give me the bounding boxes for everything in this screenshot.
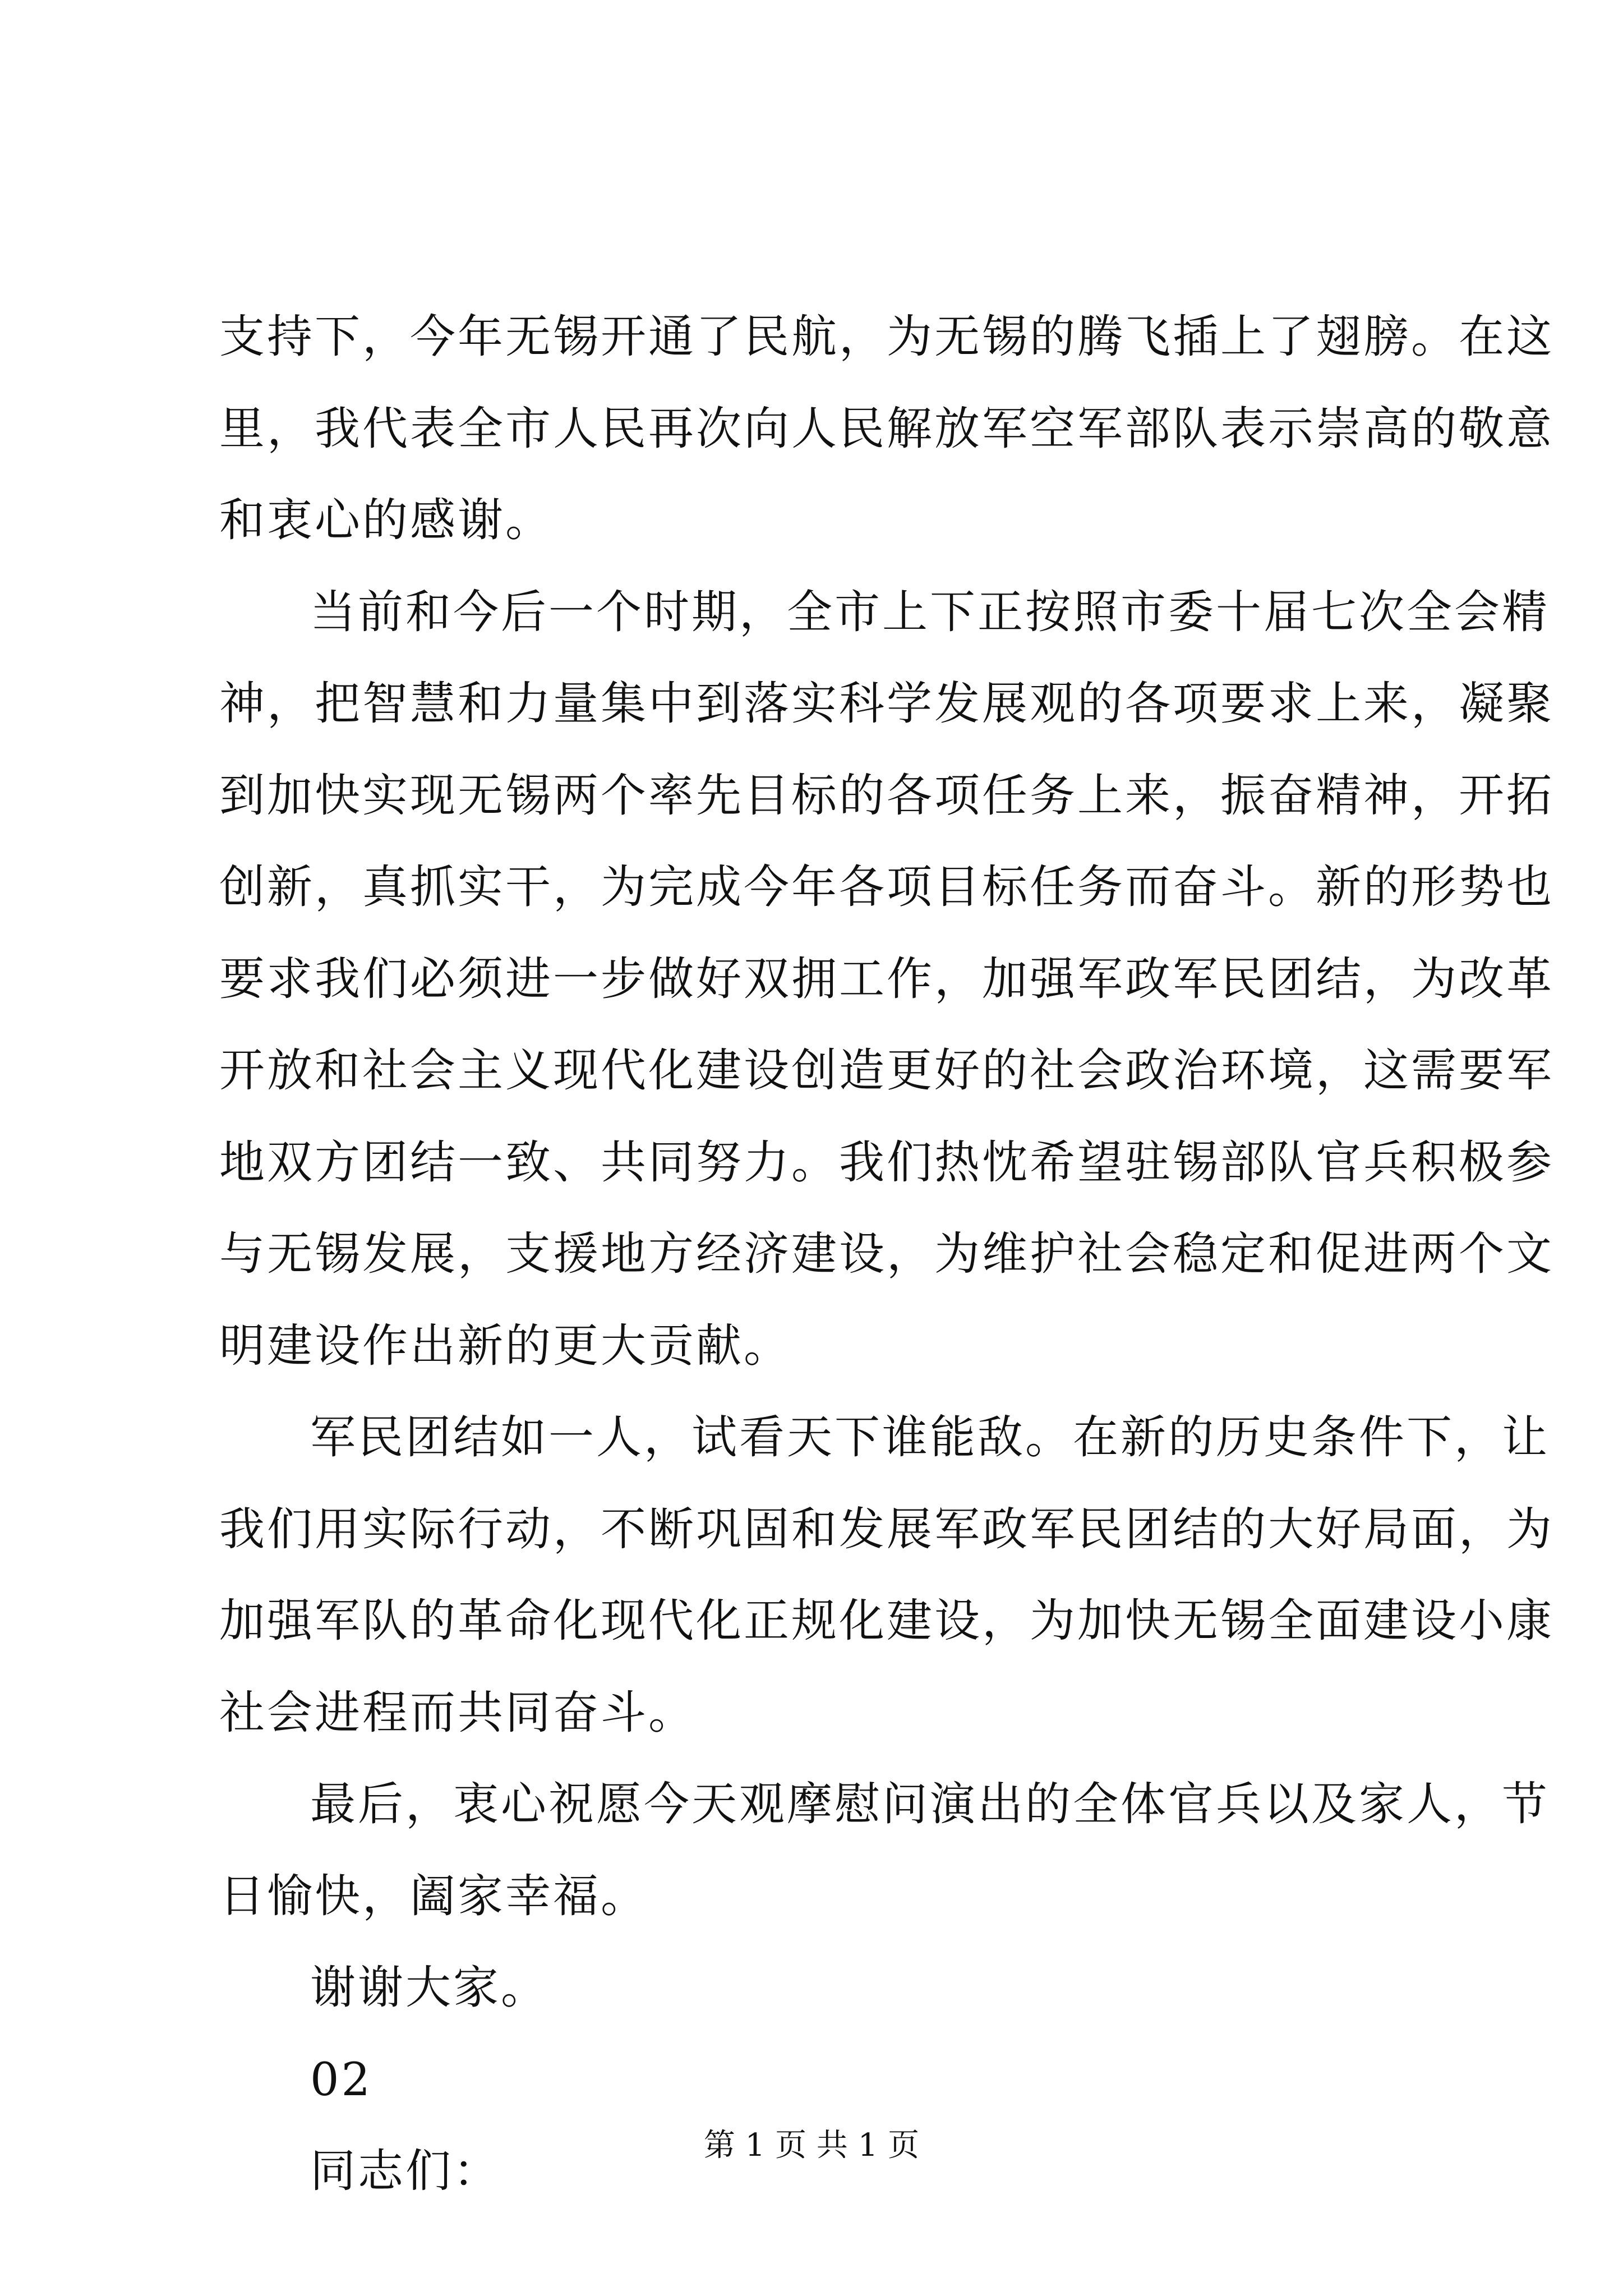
text-line: 谢谢大家。: [310, 1962, 549, 2014]
salutation: 同志们：: [310, 2145, 501, 2198]
text-line: 与无锡发展，支援地方经济建设，为维护社会稳定和促进两个文: [219, 1228, 1555, 1281]
text-line: 神，把智慧和力量集中到落实科学发展观的各项要求上来，凝聚: [219, 678, 1555, 730]
document-body: [219, 292, 1555, 2218]
text-line: 我们用实际行动，不断巩固和发展军政军民团结的大好局面，为: [219, 1503, 1555, 1556]
text-line: 社会进程而共同奋斗。: [219, 1686, 697, 1740]
text-line: 最后，衷心祝愿今天观摩慰问演出的全体官兵以及家人，节: [310, 1778, 1550, 1831]
text-line: 军民团结如一人，试看天下谁能敌。在新的历史条件下，让: [310, 1411, 1550, 1464]
text-line: 和衷心的感谢。: [219, 494, 554, 547]
text-line: 地双方团结一致、共同努力。我们热忱希望驻锡部队官兵积极参: [219, 1136, 1555, 1189]
text-line: 开放和社会主义现代化建设创造更好的社会政治环境，这需要军: [219, 1045, 1555, 1097]
text-line: 里，我代表全市人民再次向人民解放军空军部队表示崇高的敬意: [219, 402, 1555, 455]
text-line: 要求我们必须进一步做好双拥工作，加强军政军民团结，为改革: [219, 953, 1555, 1006]
text-line: 明建设作出新的更大贡献。: [219, 1319, 792, 1373]
text-line: 到加快实现无锡两个率先目标的各项任务上来，振奋精神，开拓: [219, 769, 1555, 822]
text-line: 当前和今后一个时期，全市上下正按照市委十届七次全会精: [310, 586, 1550, 639]
page-footer: 第 1 页 共 1 页: [703, 2127, 920, 2164]
text-line: 支持下，今年无锡开通了民航，为无锡的腾飞插上了翅膀。在这: [219, 311, 1555, 364]
text-line: 加强军队的革命化现代化正规化建设，为加快无锡全面建设小康: [219, 1595, 1555, 1648]
text-line: 日愉快，阖家幸福。: [219, 1870, 649, 1923]
section-number: 02: [310, 2053, 373, 2106]
text-line: 创新，真抓实干，为完成今年各项目标任务而奋斗。新的形势也: [219, 861, 1555, 914]
